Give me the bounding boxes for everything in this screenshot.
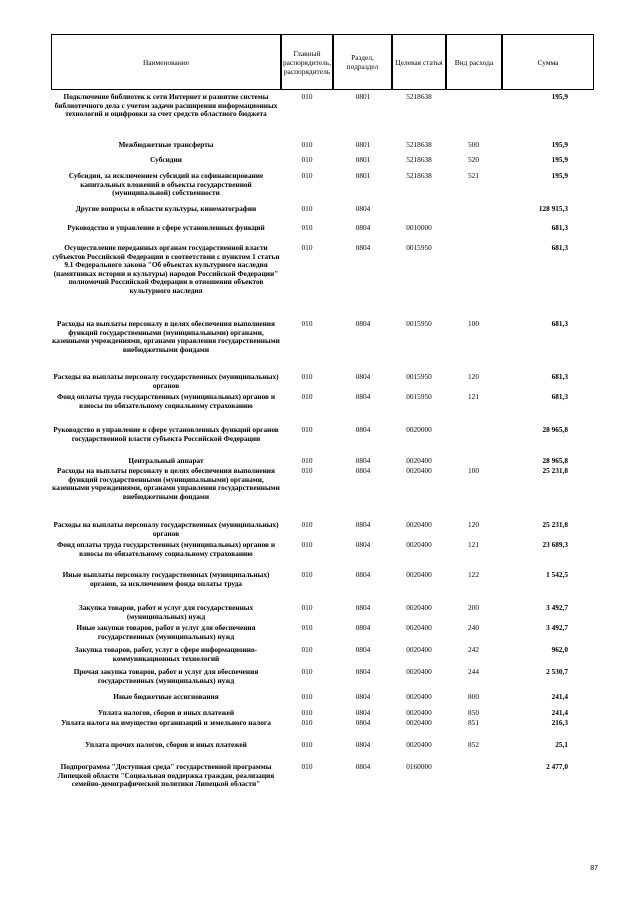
row-sum: 128 915,3 <box>538 204 568 213</box>
row-exptype: 800 <box>468 692 479 701</box>
row-sum: 681,3 <box>551 223 568 232</box>
row-admin: 010 <box>301 645 313 654</box>
row-target: 0020400 <box>406 740 432 749</box>
row-sum: 241,4 <box>551 692 568 701</box>
row-admin: 010 <box>301 762 313 771</box>
row-admin: 010 <box>301 140 313 149</box>
row-admin: 010 <box>301 425 313 434</box>
row-sum: 3 492,7 <box>546 603 568 612</box>
header-target: Целевая статья <box>392 34 446 90</box>
row-name: Расходы на выплаты персоналу в целях обеспечения выполнения функций государственными (муниципальными) органами, казенными учреждениями, органами управления государственными внебюджетными фондами <box>52 466 280 501</box>
row-admin: 010 <box>301 692 313 701</box>
row-sum: 681,3 <box>551 319 568 328</box>
row-admin: 010 <box>301 223 313 232</box>
header-exptype: Вид расхода <box>446 34 502 90</box>
row-sum: 25,1 <box>555 740 568 749</box>
row-target: 0020400 <box>406 603 432 612</box>
row-target: 0020400 <box>406 466 432 475</box>
row-section: 0804 <box>355 319 371 328</box>
row-target: 0010000 <box>406 223 432 232</box>
row-admin: 010 <box>301 603 313 612</box>
row-exptype: 242 <box>468 645 479 654</box>
row-target: 5218638 <box>406 155 432 164</box>
row-exptype: 120 <box>468 372 479 381</box>
row-section: 0804 <box>355 570 371 579</box>
row-sum: 2 530,7 <box>546 667 568 676</box>
row-section: 0804 <box>355 372 371 381</box>
row-admin: 010 <box>301 570 313 579</box>
row-sum: 241,4 <box>551 708 568 717</box>
page-number: 87 <box>590 865 598 872</box>
row-sum: 962,0 <box>551 645 568 654</box>
row-section: 0804 <box>355 520 371 529</box>
row-target: 0015950 <box>406 319 432 328</box>
row-section: 0801 <box>355 155 371 164</box>
row-sum: 681,3 <box>551 392 568 401</box>
row-section: 0804 <box>355 692 371 701</box>
row-sum: 1 542,5 <box>546 570 568 579</box>
row-name: Уплата налога на имущество организаций и земельного налога <box>61 718 271 727</box>
row-target: 0020400 <box>406 708 432 717</box>
row-name: Другие вопросы в области культуры, кинематографии <box>75 204 257 213</box>
row-target: 0020400 <box>406 645 432 654</box>
row-exptype: 120 <box>468 520 479 529</box>
row-target: 5218638 <box>406 140 432 149</box>
row-section: 0804 <box>355 456 371 465</box>
row-section: 0804 <box>355 667 371 676</box>
row-sum: 195,9 <box>551 155 568 164</box>
row-admin: 010 <box>301 708 313 717</box>
row-target: 0020400 <box>406 623 432 632</box>
row-exptype: 240 <box>468 623 479 632</box>
row-section: 0804 <box>355 740 371 749</box>
row-sum: 2 477,0 <box>546 762 568 771</box>
row-target: 0020400 <box>406 520 432 529</box>
row-exptype: 200 <box>468 603 479 612</box>
row-section: 0804 <box>355 540 371 549</box>
row-name: Центральный аппарат <box>128 456 204 465</box>
row-admin: 010 <box>301 372 313 381</box>
row-exptype: 520 <box>468 155 479 164</box>
row-target: 0020400 <box>406 667 432 676</box>
row-section: 0801 <box>355 140 371 149</box>
row-name: Закупка товаров, работ и услуг для государственных (муниципальных) нужд <box>78 603 254 621</box>
row-name: Руководство и управление в сфере установленных функций органов государственной власти субъекта Российской Федерации <box>53 425 279 443</box>
row-target: 5218638 <box>406 171 432 180</box>
row-target: 0015950 <box>406 392 432 401</box>
row-name: Подпрограмма "Доступная среда" государственной программы Липецкой области "Социальная поддержка граждан, реализация семейно-демографической политики Липецкой области" <box>57 762 275 789</box>
row-name: Осуществление переданных органам государственной власти субъектов Российской Федерации в соответствии с пунктом 1 статьи 9.1 Федерального закона "Об объектах культурного наследия (памятниках истории и культуры) народов Российской Федерации" полномочий Российской Федерации в отношении объектов культурного наследия <box>52 243 280 295</box>
row-section: 0804 <box>355 425 371 434</box>
row-admin: 010 <box>301 740 313 749</box>
row-exptype: 122 <box>468 570 479 579</box>
row-admin: 010 <box>301 667 313 676</box>
row-name: Фонд оплаты труда государственных (муниципальных) органов и взносы по обязательному социальному страхованию <box>56 540 276 558</box>
row-name: Межбюджетные трансферты <box>118 140 214 149</box>
row-sum: 195,9 <box>551 171 568 180</box>
row-name: Руководство и управление в сфере установленных функций <box>67 223 265 232</box>
row-name: Иные закупки товаров, работ и услуг для обеспечения государственных (муниципальных) нужд <box>76 623 256 641</box>
row-admin: 010 <box>301 623 313 632</box>
row-sum: 216,3 <box>551 718 568 727</box>
row-sum: 25 231,8 <box>542 466 568 475</box>
row-sum: 681,3 <box>551 243 568 252</box>
row-name: Расходы на выплаты персоналу государственных (муниципальных) органов <box>53 520 279 538</box>
row-admin: 010 <box>301 466 313 475</box>
row-exptype: 121 <box>468 392 479 401</box>
row-target: 0015950 <box>406 243 432 252</box>
row-exptype: 244 <box>468 667 479 676</box>
row-target: 0020400 <box>406 540 432 549</box>
row-exptype: 852 <box>468 740 479 749</box>
row-section: 0804 <box>355 708 371 717</box>
row-admin: 010 <box>301 456 313 465</box>
row-exptype: 850 <box>468 708 479 717</box>
row-admin: 010 <box>301 171 313 180</box>
row-section: 0804 <box>355 392 371 401</box>
row-target: 0020400 <box>406 570 432 579</box>
row-sum: 28 965,8 <box>542 425 568 434</box>
row-section: 0804 <box>355 243 371 252</box>
row-name: Уплата прочих налогов, сборов и иных платежей <box>85 740 247 749</box>
row-exptype: 100 <box>468 319 479 328</box>
row-target: 5218638 <box>406 92 432 101</box>
row-exptype: 100 <box>468 466 479 475</box>
row-admin: 010 <box>301 243 313 252</box>
row-sum: 195,9 <box>551 140 568 149</box>
row-admin: 010 <box>301 540 313 549</box>
row-section: 0804 <box>355 718 371 727</box>
row-target: 0015950 <box>406 372 432 381</box>
header-admin: Главный распорядитель, распорядитель <box>281 34 333 90</box>
row-name: Иные бюджетные ассигнования <box>113 692 219 701</box>
row-section: 0804 <box>355 204 371 213</box>
row-sum: 681,3 <box>551 372 568 381</box>
row-target: 0020400 <box>406 456 432 465</box>
row-section: 0804 <box>355 645 371 654</box>
row-name: Иные выплаты персоналу государственных (муниципальных) органов, за исключением фонда оплаты труда <box>62 570 270 588</box>
row-sum: 195,9 <box>551 92 568 101</box>
row-exptype: 121 <box>468 540 479 549</box>
row-exptype: 500 <box>468 140 479 149</box>
header-name: Наименование <box>51 34 281 90</box>
row-sum: 28 965,8 <box>542 456 568 465</box>
header-section: Раздел, подраздел <box>333 34 392 90</box>
row-exptype: 851 <box>468 718 479 727</box>
row-target: 0020000 <box>406 425 432 434</box>
row-name: Уплата налогов, сборов и иных платежей <box>97 708 235 717</box>
row-sum: 3 492,7 <box>546 623 568 632</box>
row-name: Расходы на выплаты персоналу в целях обеспечения выполнения функций государственными (муниципальными) органами, казенными учреждениями, органами управления государственными внебюджетными фондами <box>52 319 280 354</box>
row-name: Закупка товаров, работ, услуг в сфере информационно-коммуникационных технологий <box>74 645 258 663</box>
row-sum: 23 689,3 <box>542 540 568 549</box>
row-section: 0804 <box>355 762 371 771</box>
row-exptype: 521 <box>468 171 479 180</box>
row-name: Расходы на выплаты персоналу государственных (муниципальных) органов <box>53 372 279 390</box>
row-name: Фонд оплаты труда государственных (муниципальных) органов и взносы по обязательному социальному страхованию <box>56 392 276 410</box>
row-admin: 010 <box>301 319 313 328</box>
row-section: 0801 <box>355 92 371 101</box>
row-section: 0804 <box>355 466 371 475</box>
row-name: Прочая закупка товаров, работ и услуг для обеспечения государственных (муниципальных) нужд <box>73 667 259 685</box>
row-section: 0801 <box>355 171 371 180</box>
row-admin: 010 <box>301 520 313 529</box>
row-target: 0020400 <box>406 718 432 727</box>
row-name: Субсидии <box>150 155 182 164</box>
row-admin: 010 <box>301 718 313 727</box>
row-admin: 010 <box>301 155 313 164</box>
row-sum: 25 231,8 <box>542 520 568 529</box>
row-target: 0160000 <box>406 762 432 771</box>
header-sum: Сумма <box>502 34 594 90</box>
row-section: 0804 <box>355 623 371 632</box>
row-target: 0020400 <box>406 692 432 701</box>
row-admin: 010 <box>301 204 313 213</box>
row-admin: 010 <box>301 92 313 101</box>
row-admin: 010 <box>301 392 313 401</box>
row-section: 0804 <box>355 223 371 232</box>
row-section: 0804 <box>355 603 371 612</box>
row-name: Субсидии, за исключением субсидий на софинансирование капитальных вложений в объекты государственной (муниципальной) собственности <box>68 171 264 198</box>
row-name: Подключение библиотек к сети Интернет и развитие системы библиотечного дела с учетом задачи расширения информационных технологий и оцифровки за счет средств областного бюджета <box>54 92 278 119</box>
